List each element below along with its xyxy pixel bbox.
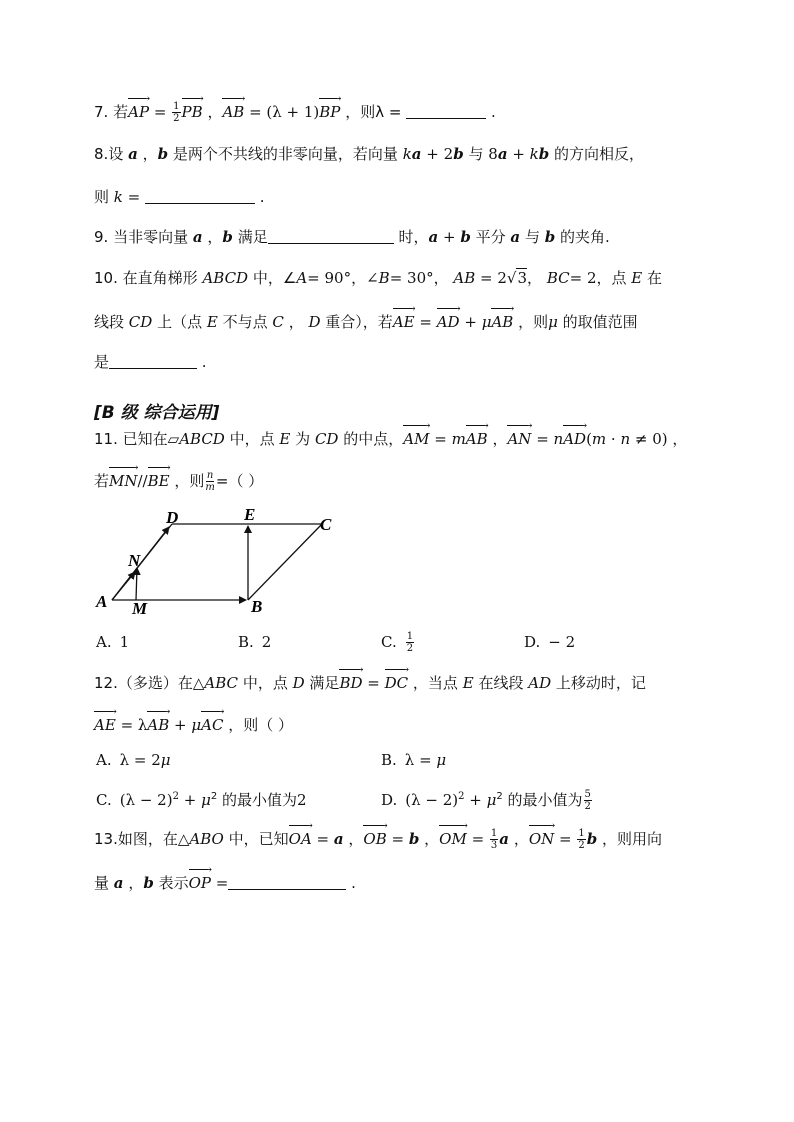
q11-option-a[interactable]: A. 1 <box>96 633 130 651</box>
q11-option-b[interactable]: B. 2 <box>238 633 272 651</box>
question-12-line-2: AE → = λAB → + μAC → ，则（ ） <box>94 711 293 737</box>
q12-option-a[interactable]: A. λ = 2μ <box>96 751 171 769</box>
question-10: 10. 在直角梯形 ABCD 中，∠A= 90°，∠B= 30°， AB = 2√3， BC= 2，点 E 在 <box>94 269 663 287</box>
answer-blank-13[interactable] <box>228 889 346 890</box>
answer-blank-10[interactable] <box>109 368 197 369</box>
question-8-line-2: 则 k = . <box>94 188 265 206</box>
question-13: 13.如图，在△ABO 中，已知OA → = a ，OB → = b ，OM → = $\frac{1}{3}$ a ，ON → = $\frac{1}{2}$ b ，则用向 <box>94 825 662 851</box>
question-9: 9. 当非零向量 a ，b 满足 时，a + b 平分 a 与 b 的夹角. <box>94 228 610 246</box>
edge-cb <box>248 524 322 600</box>
label-n: N <box>128 551 141 570</box>
label-d: D <box>166 508 179 527</box>
question-10-line-2: 线段 CD 上（点 E 不与点 C ， D 重合），若AE → = AD → + μAB → ，则μ 的取值范围 <box>94 308 638 334</box>
q12-option-b[interactable]: B. λ = μ <box>381 751 447 769</box>
answer-blank-8[interactable] <box>145 203 255 204</box>
question-11-line-2: 若MN →//BE → ，则 $\frac{n}{m}$ =（ ） <box>94 467 263 493</box>
vector-an <box>112 572 135 600</box>
question-11: 11. 已知在▱ABCD 中，点 E 为 CD 的中点，AM → = mAB → ，AN → = nAD →(m · n ≠ 0) ， <box>94 425 687 451</box>
section-heading: [B 级 综合运用] <box>94 403 220 423</box>
vector-mn <box>136 568 137 600</box>
answer-blank-7[interactable] <box>406 118 486 119</box>
question-8: 8.设 a ，b 是两个不共线的非零向量，若向量 ka + 2b 与 8a + kb 的方向相反， <box>94 145 645 163</box>
label-a: A <box>96 592 108 611</box>
question-7: 7. 若AP → = $\frac{1}{2}$ PB → ，AB → = (λ + 1)BP → ，则λ = . <box>94 98 496 124</box>
q12-option-c[interactable]: C. $(\lambda - 2)^2 + \mu^2$ 的最小值为2 <box>96 791 307 809</box>
question-10-line-3: 是 . <box>94 353 207 371</box>
label-b: B <box>251 597 263 616</box>
label-m: M <box>132 599 148 618</box>
question-13-line-2: 量 a ，b 表示OP → = . <box>94 869 356 895</box>
label-e: E <box>244 505 256 524</box>
q11-option-c[interactable]: C. $\frac{1}{2}$ <box>381 631 414 654</box>
parallelogram-figure <box>90 500 350 625</box>
question-12: 12.（多选）在△ABC 中，点 D 满足BD → = DC → ，当点 E 在线段 AD 上移动时，记 <box>94 669 646 695</box>
q11-option-d[interactable]: D. − 2 <box>524 633 576 651</box>
label-c: C <box>320 515 332 534</box>
q12-option-d[interactable]: D. $(\lambda - 2)^2 + \mu^2$ 的最小值为 $\frac{5}{2}$ <box>381 789 591 812</box>
answer-blank-9[interactable] <box>268 243 394 244</box>
